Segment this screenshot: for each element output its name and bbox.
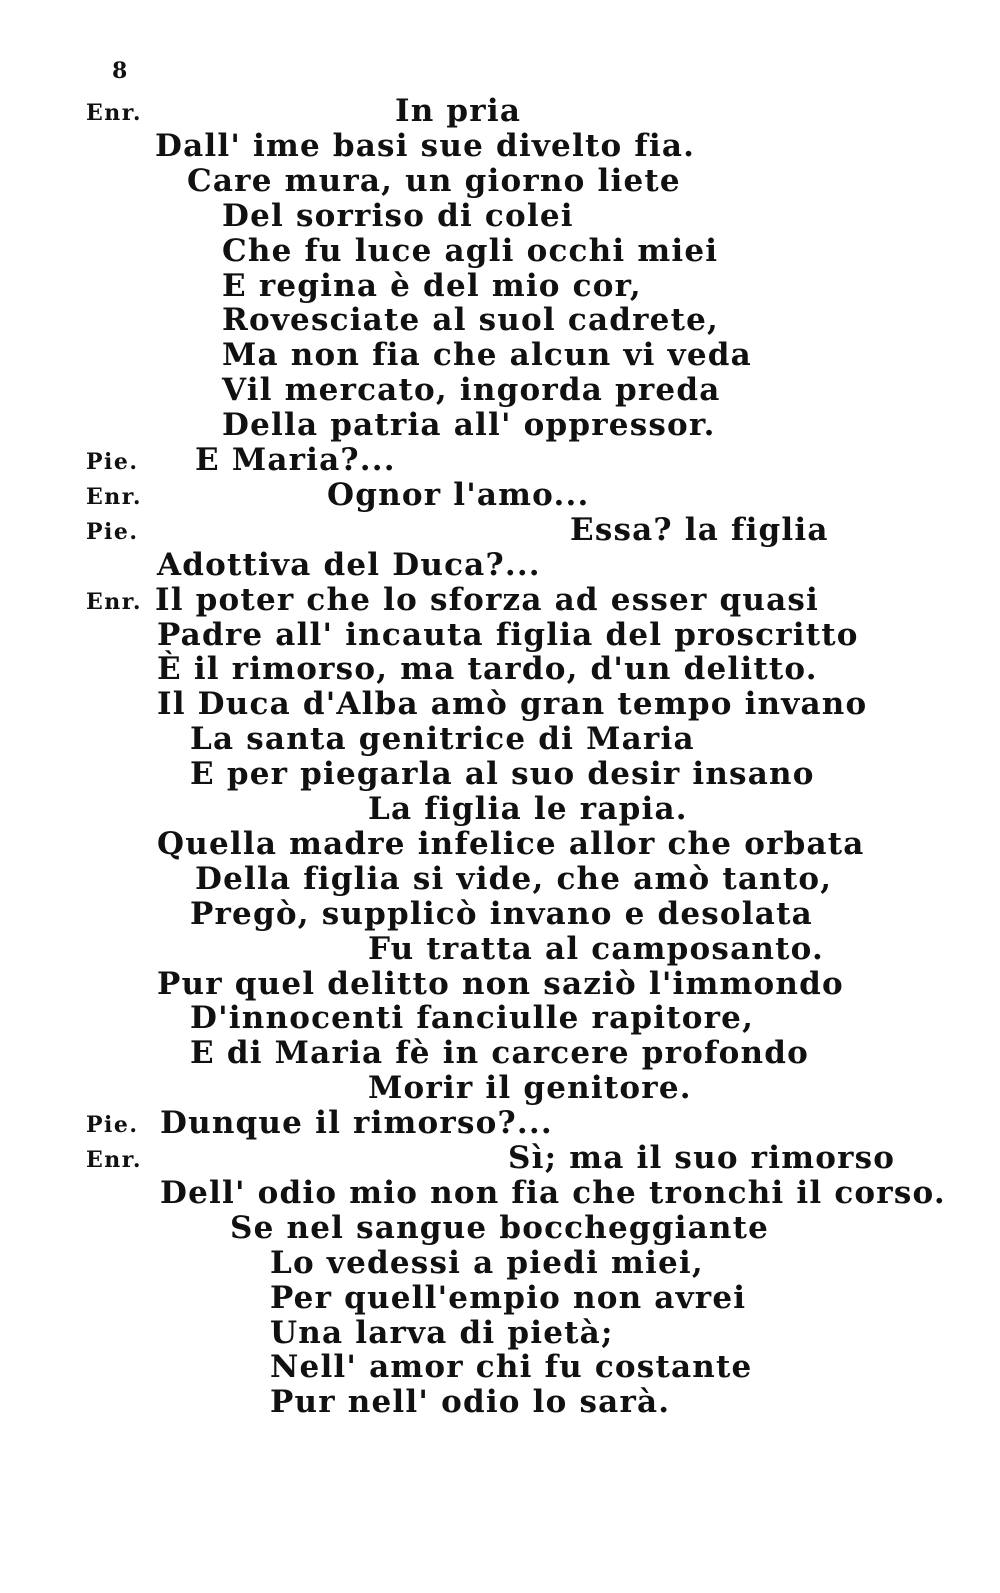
speaker-label: Enr.: [86, 589, 142, 615]
verse-line: Morir il genitore.: [368, 1070, 692, 1106]
verse-line: D'innocenti fanciulle rapitore,: [190, 1000, 755, 1036]
verse-line: E Maria?...: [195, 442, 396, 478]
verse-line: In pria: [395, 93, 522, 129]
verse-line: Dunque il rimorso?...: [160, 1105, 553, 1141]
speaker-label: Pie.: [86, 519, 139, 545]
verse-line: Il poter che lo sforza ad esser quasi: [155, 582, 820, 618]
verse-line: Della figlia si vide, che amò tanto,: [195, 861, 833, 897]
verse-line: Quella madre infelice allor che orbata: [157, 826, 865, 862]
verse-line: Pur quel delitto non saziò l'immondo: [157, 966, 844, 1002]
verse-line: Essa? la figlia: [570, 512, 829, 548]
verse-line: La figlia le rapia.: [368, 791, 688, 827]
speaker-label: Enr.: [86, 484, 142, 510]
speaker-label: Enr.: [86, 100, 142, 126]
verse-line: Ma non fia che alcun vi veda: [222, 337, 752, 373]
verse-line: Nell' amor chi fu costante: [270, 1349, 753, 1385]
verse-line: Sì; ma il suo rimorso: [508, 1140, 896, 1176]
verse-line: Del sorriso di colei: [222, 198, 574, 234]
page-number: 8: [112, 58, 128, 84]
verse-line: Il Duca d'Alba amò gran tempo invano: [157, 686, 868, 722]
verse-line: E regina è del mio cor,: [222, 268, 642, 304]
verse-line: Padre all' incauta figlia del proscritto: [157, 617, 859, 653]
verse-line: Lo vedessi a piedi miei,: [270, 1245, 704, 1281]
verse-line: E per piegarla al suo desir insano: [190, 756, 815, 792]
verse-line: È il rimorso, ma tardo, d'un delitto.: [157, 651, 818, 687]
verse-line: La santa genitrice di Maria: [190, 721, 695, 757]
verse-line: Rovesciate al suol cadrete,: [222, 302, 720, 338]
verse-line: E di Maria fè in carcere profondo: [190, 1035, 809, 1071]
verse-line: Ognor l'amo...: [327, 477, 590, 513]
verse-line: Per quell'empio non avrei: [270, 1280, 747, 1316]
speaker-label: Enr.: [86, 1147, 142, 1173]
verse-line: Adottiva del Duca?...: [157, 547, 541, 583]
verse-line: Care mura, un giorno liete: [187, 163, 681, 199]
verse-line: Pregò, supplicò invano e desolata: [190, 896, 813, 932]
verse-line: Dall' ime basi sue divelto fia.: [155, 128, 696, 164]
verse-line: Una larva di pietà;: [270, 1315, 614, 1351]
verse-line: Vil mercato, ingorda preda: [222, 372, 721, 408]
verse-line: Dell' odio mio non fia che tronchi il corso.: [160, 1175, 946, 1211]
speaker-label: Pie.: [86, 449, 139, 475]
verse-line: Della patria all' oppressor.: [222, 407, 716, 443]
verse-line: Che fu luce agli occhi miei: [222, 233, 719, 269]
verse-line: Fu tratta al camposanto.: [368, 931, 824, 967]
verse-line: Pur nell' odio lo sarà.: [270, 1384, 671, 1420]
verse-line: Se nel sangue boccheggiante: [230, 1210, 770, 1246]
speaker-label: Pie.: [86, 1112, 139, 1138]
